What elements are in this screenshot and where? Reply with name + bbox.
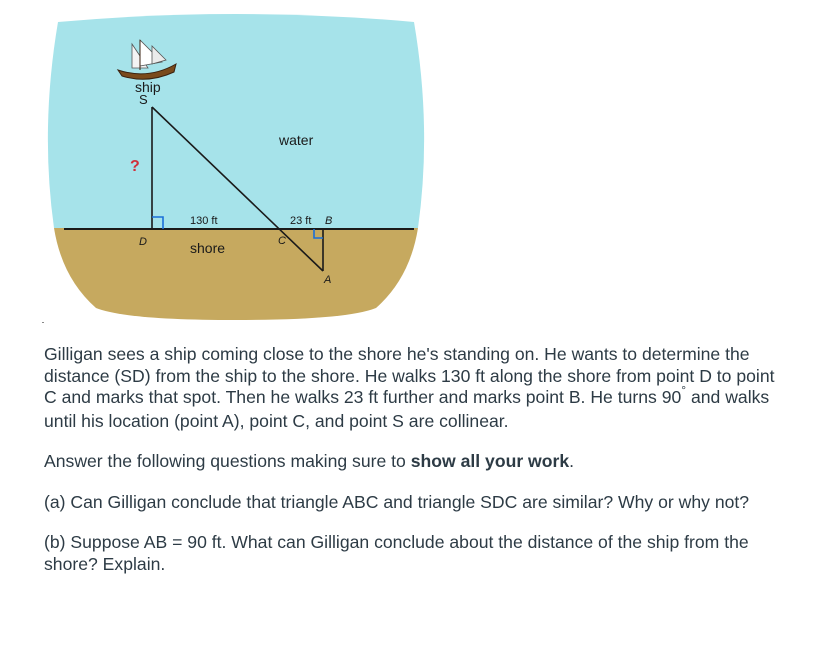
- water-region: [48, 14, 424, 228]
- geometry-diagram: [46, 8, 426, 326]
- label-d: D: [139, 236, 147, 248]
- problem-intro: [44, 344, 784, 432]
- label-shore: shore: [190, 240, 226, 256]
- label-water: water: [279, 132, 314, 148]
- label-question-mark: ?: [130, 158, 140, 175]
- shore-region: [54, 228, 418, 320]
- label-b: B: [325, 215, 333, 227]
- label-130ft: 130 ft: [190, 215, 218, 227]
- question-b: (b) Suppose AB = 90 ft. What can Gilligan conclude about the distance of the ship from the shore? Explain.: [44, 532, 749, 574]
- intro-text-part1: Gilligan sees a ship coming close to the shore he's standing on. He wants to determine the distance (SD) from the ship to the shore. He walks 130 ft along the shore from point D to point C and marks that spot. Then he walks 23 ft further and marks point B. He turns 90: [44, 344, 775, 407]
- label-a: A: [324, 274, 332, 286]
- label-s: S: [139, 92, 148, 107]
- degree-symbol: °: [681, 383, 687, 397]
- divider-dot: [42, 322, 44, 323]
- instruction-bold: show all your work: [410, 451, 570, 471]
- label-ship: ship: [135, 79, 161, 95]
- instruction-suffix: .: [569, 451, 575, 471]
- problem-text: [44, 344, 784, 594]
- question-a: (a) Can Gilligan conclude that triangle ABC and triangle SDC are similar? Why or why not?: [44, 491, 750, 512]
- intro-text-part2: and walks until his location (point A), point C, and point S are collinear.: [44, 387, 770, 431]
- problem-instruction: [44, 451, 784, 473]
- instruction-prefix: Answer the following questions making sure to: [44, 451, 411, 471]
- label-c: C: [278, 235, 286, 247]
- diagram-svg: [46, 8, 426, 326]
- label-23ft: 23 ft: [290, 215, 312, 227]
